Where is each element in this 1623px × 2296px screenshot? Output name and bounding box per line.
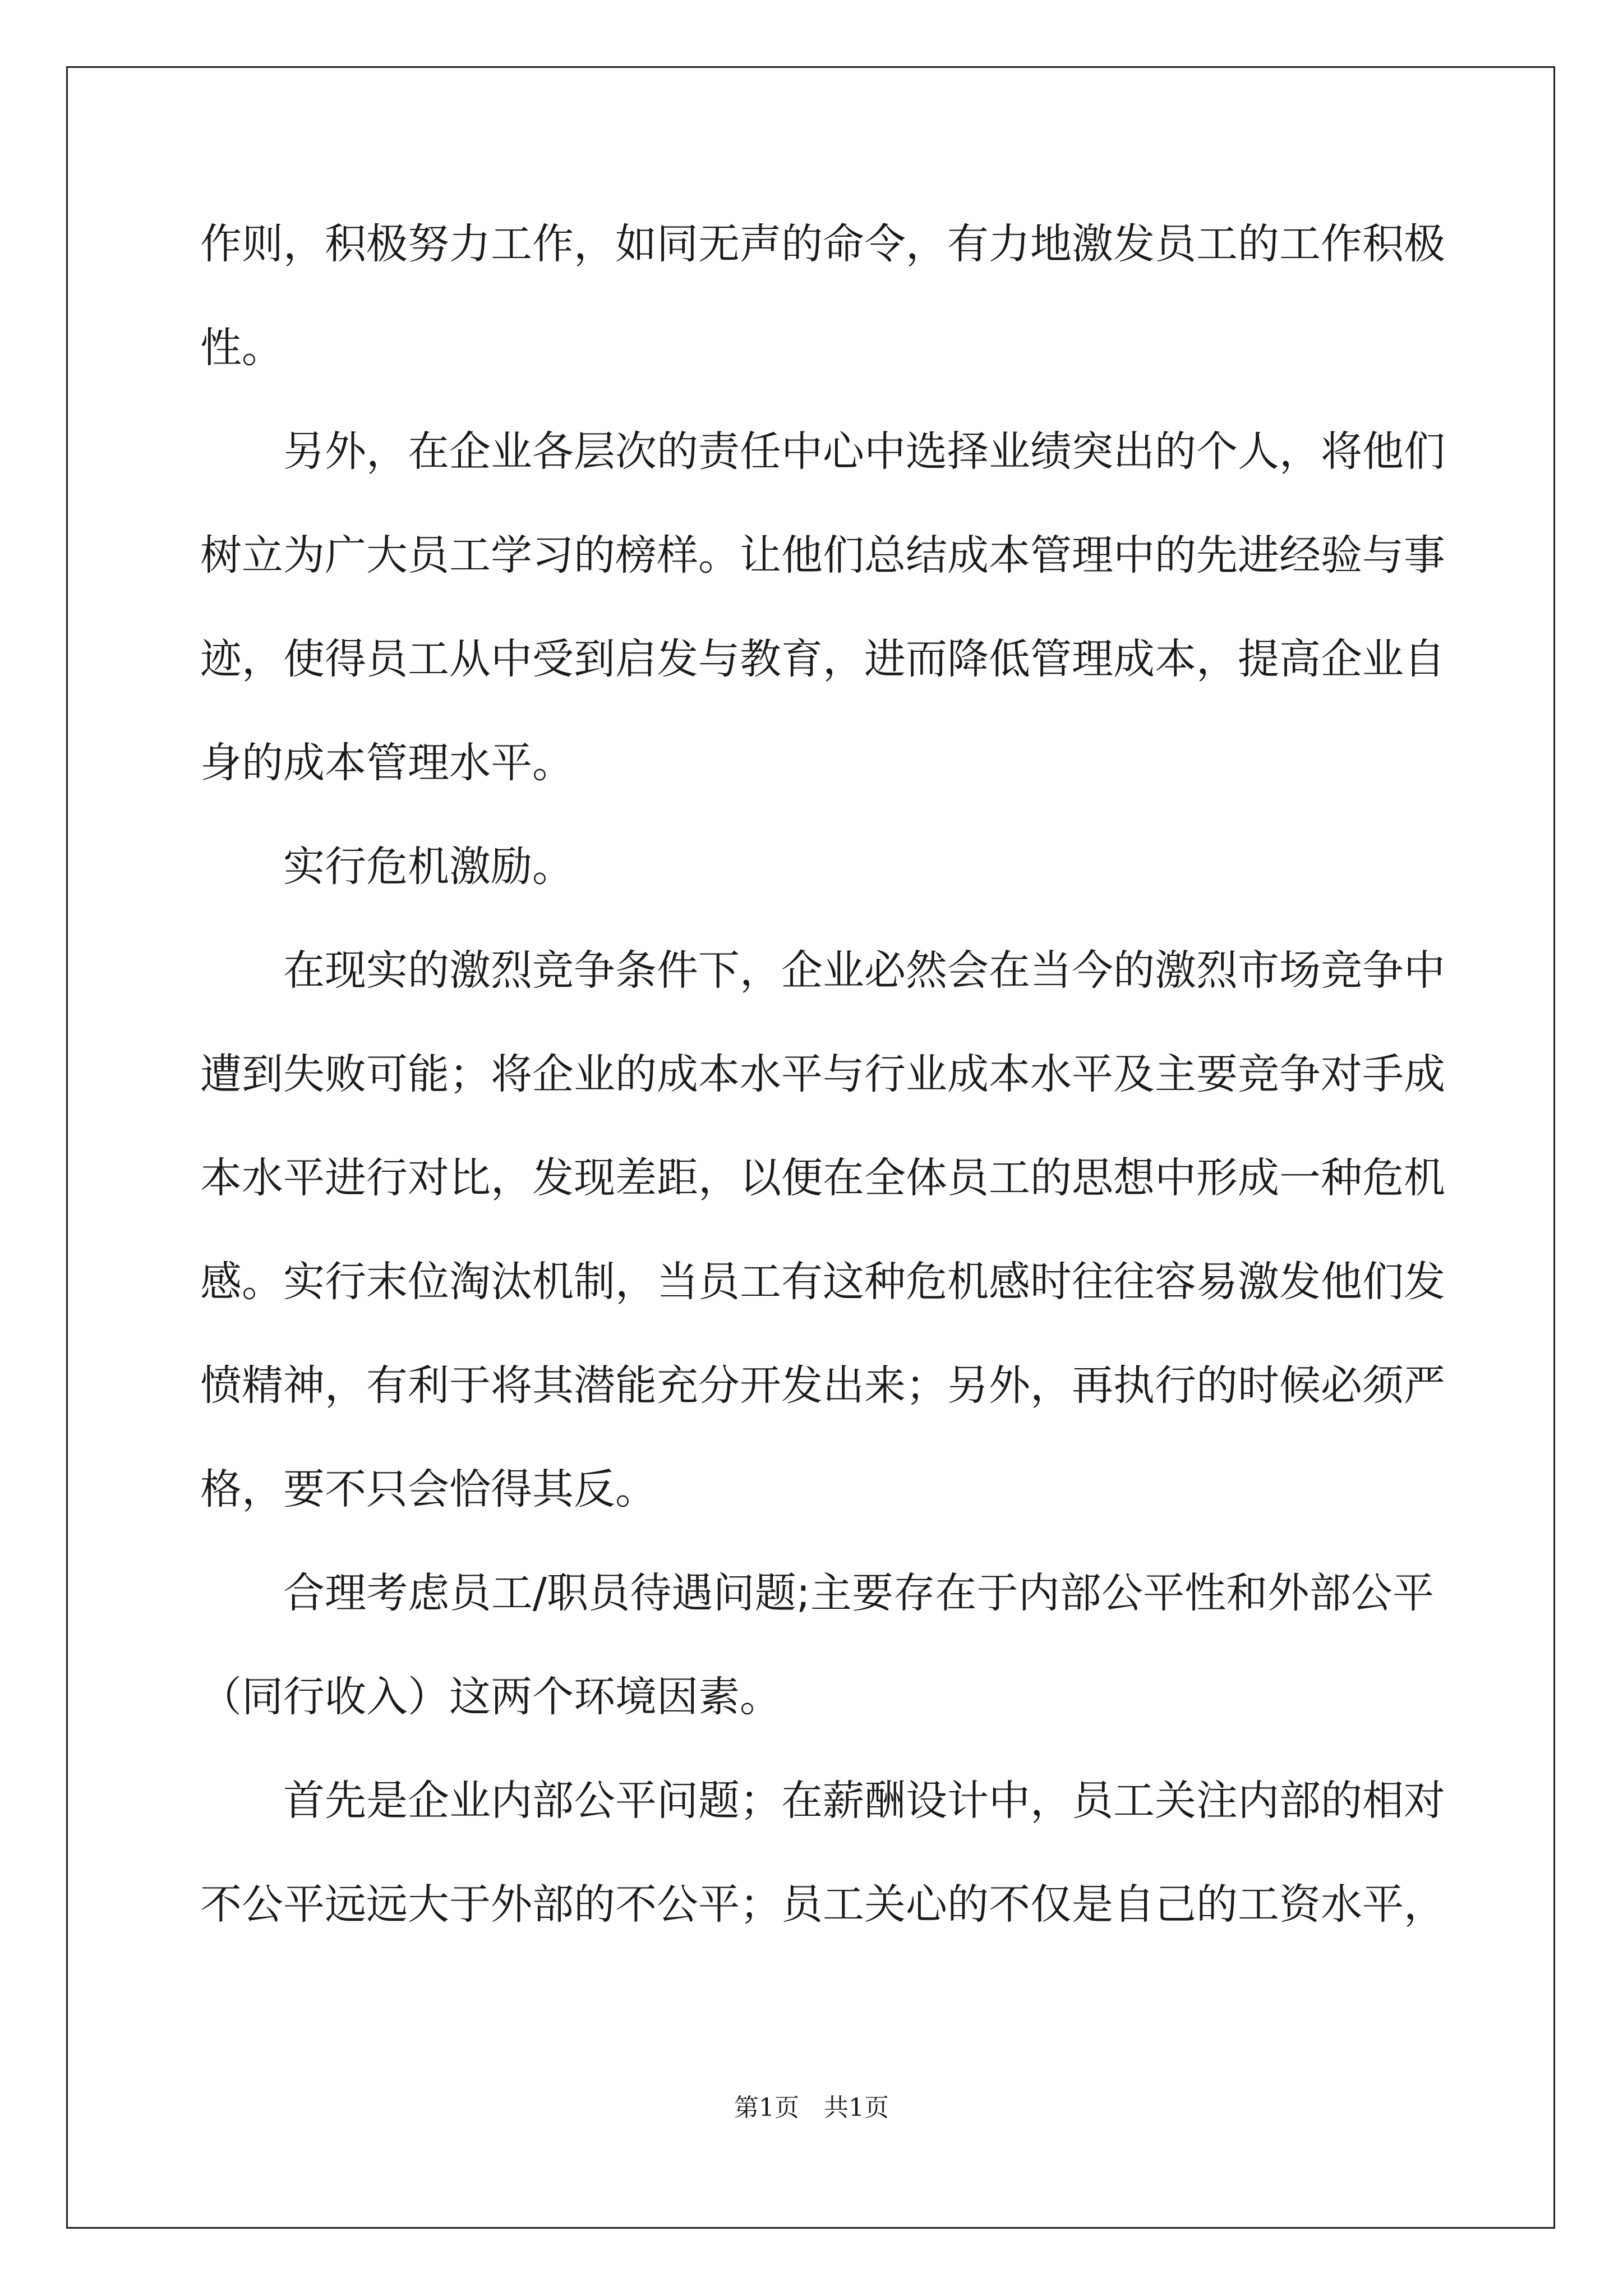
- text-line: 身的成本管理水平。: [200, 739, 574, 787]
- text-line: 愤精神，有利于将其潜能充分开发出来；另外，再执行的时候必须严: [200, 1361, 1445, 1410]
- text-line: 感。实行末位淘汰机制，当员工有这种危机感时往往容易激发他们发: [200, 1258, 1445, 1306]
- paragraph-start: 在现实的激烈竞争条件下，企业必然会在当今的激烈市场竞争中: [283, 946, 1445, 995]
- paragraph-start: 合理考虑员工/职员待遇问题;主要存在于内部公平性和外部公平: [283, 1569, 1434, 1617]
- text-line: 树立为广大员工学习的榜样。让他们总结成本管理中的先进经验与事: [200, 531, 1445, 579]
- text-line: 不公平远远大于外部的不公平；员工关心的不仅是自己的工资水平，: [200, 1880, 1445, 1929]
- text-line: 性。: [200, 324, 283, 372]
- paragraph-start: 首先是企业内部公平问题；在薪酬设计中，员工关注内部的相对: [283, 1777, 1445, 1825]
- text-line: 作则，积极努力工作，如同无声的命令，有力地激发员工的工作积极: [200, 220, 1445, 268]
- text-line: 本水平进行对比，发现差距，以便在全体员工的思想中形成一种危机: [200, 1154, 1445, 1202]
- paragraph-start: 另外，在企业各层次的责任中心中选择业绩突出的个人，将他们: [283, 427, 1445, 476]
- text-line: 格，要不只会恰得其反。: [200, 1465, 657, 1513]
- text-line: 迹，使得员工从中受到启发与教育，进而降低管理成本，提高企业自: [200, 635, 1445, 683]
- paragraph-heading: 实行危机激励。: [283, 843, 574, 891]
- text-line: 遭到失败可能；将企业的成本水平与行业成本水平及主要竞争对手成: [200, 1050, 1445, 1098]
- text-line: （同行收入）这两个环境因素。: [200, 1673, 781, 1721]
- page-number-footer: 第1页 共1页: [734, 2093, 889, 2122]
